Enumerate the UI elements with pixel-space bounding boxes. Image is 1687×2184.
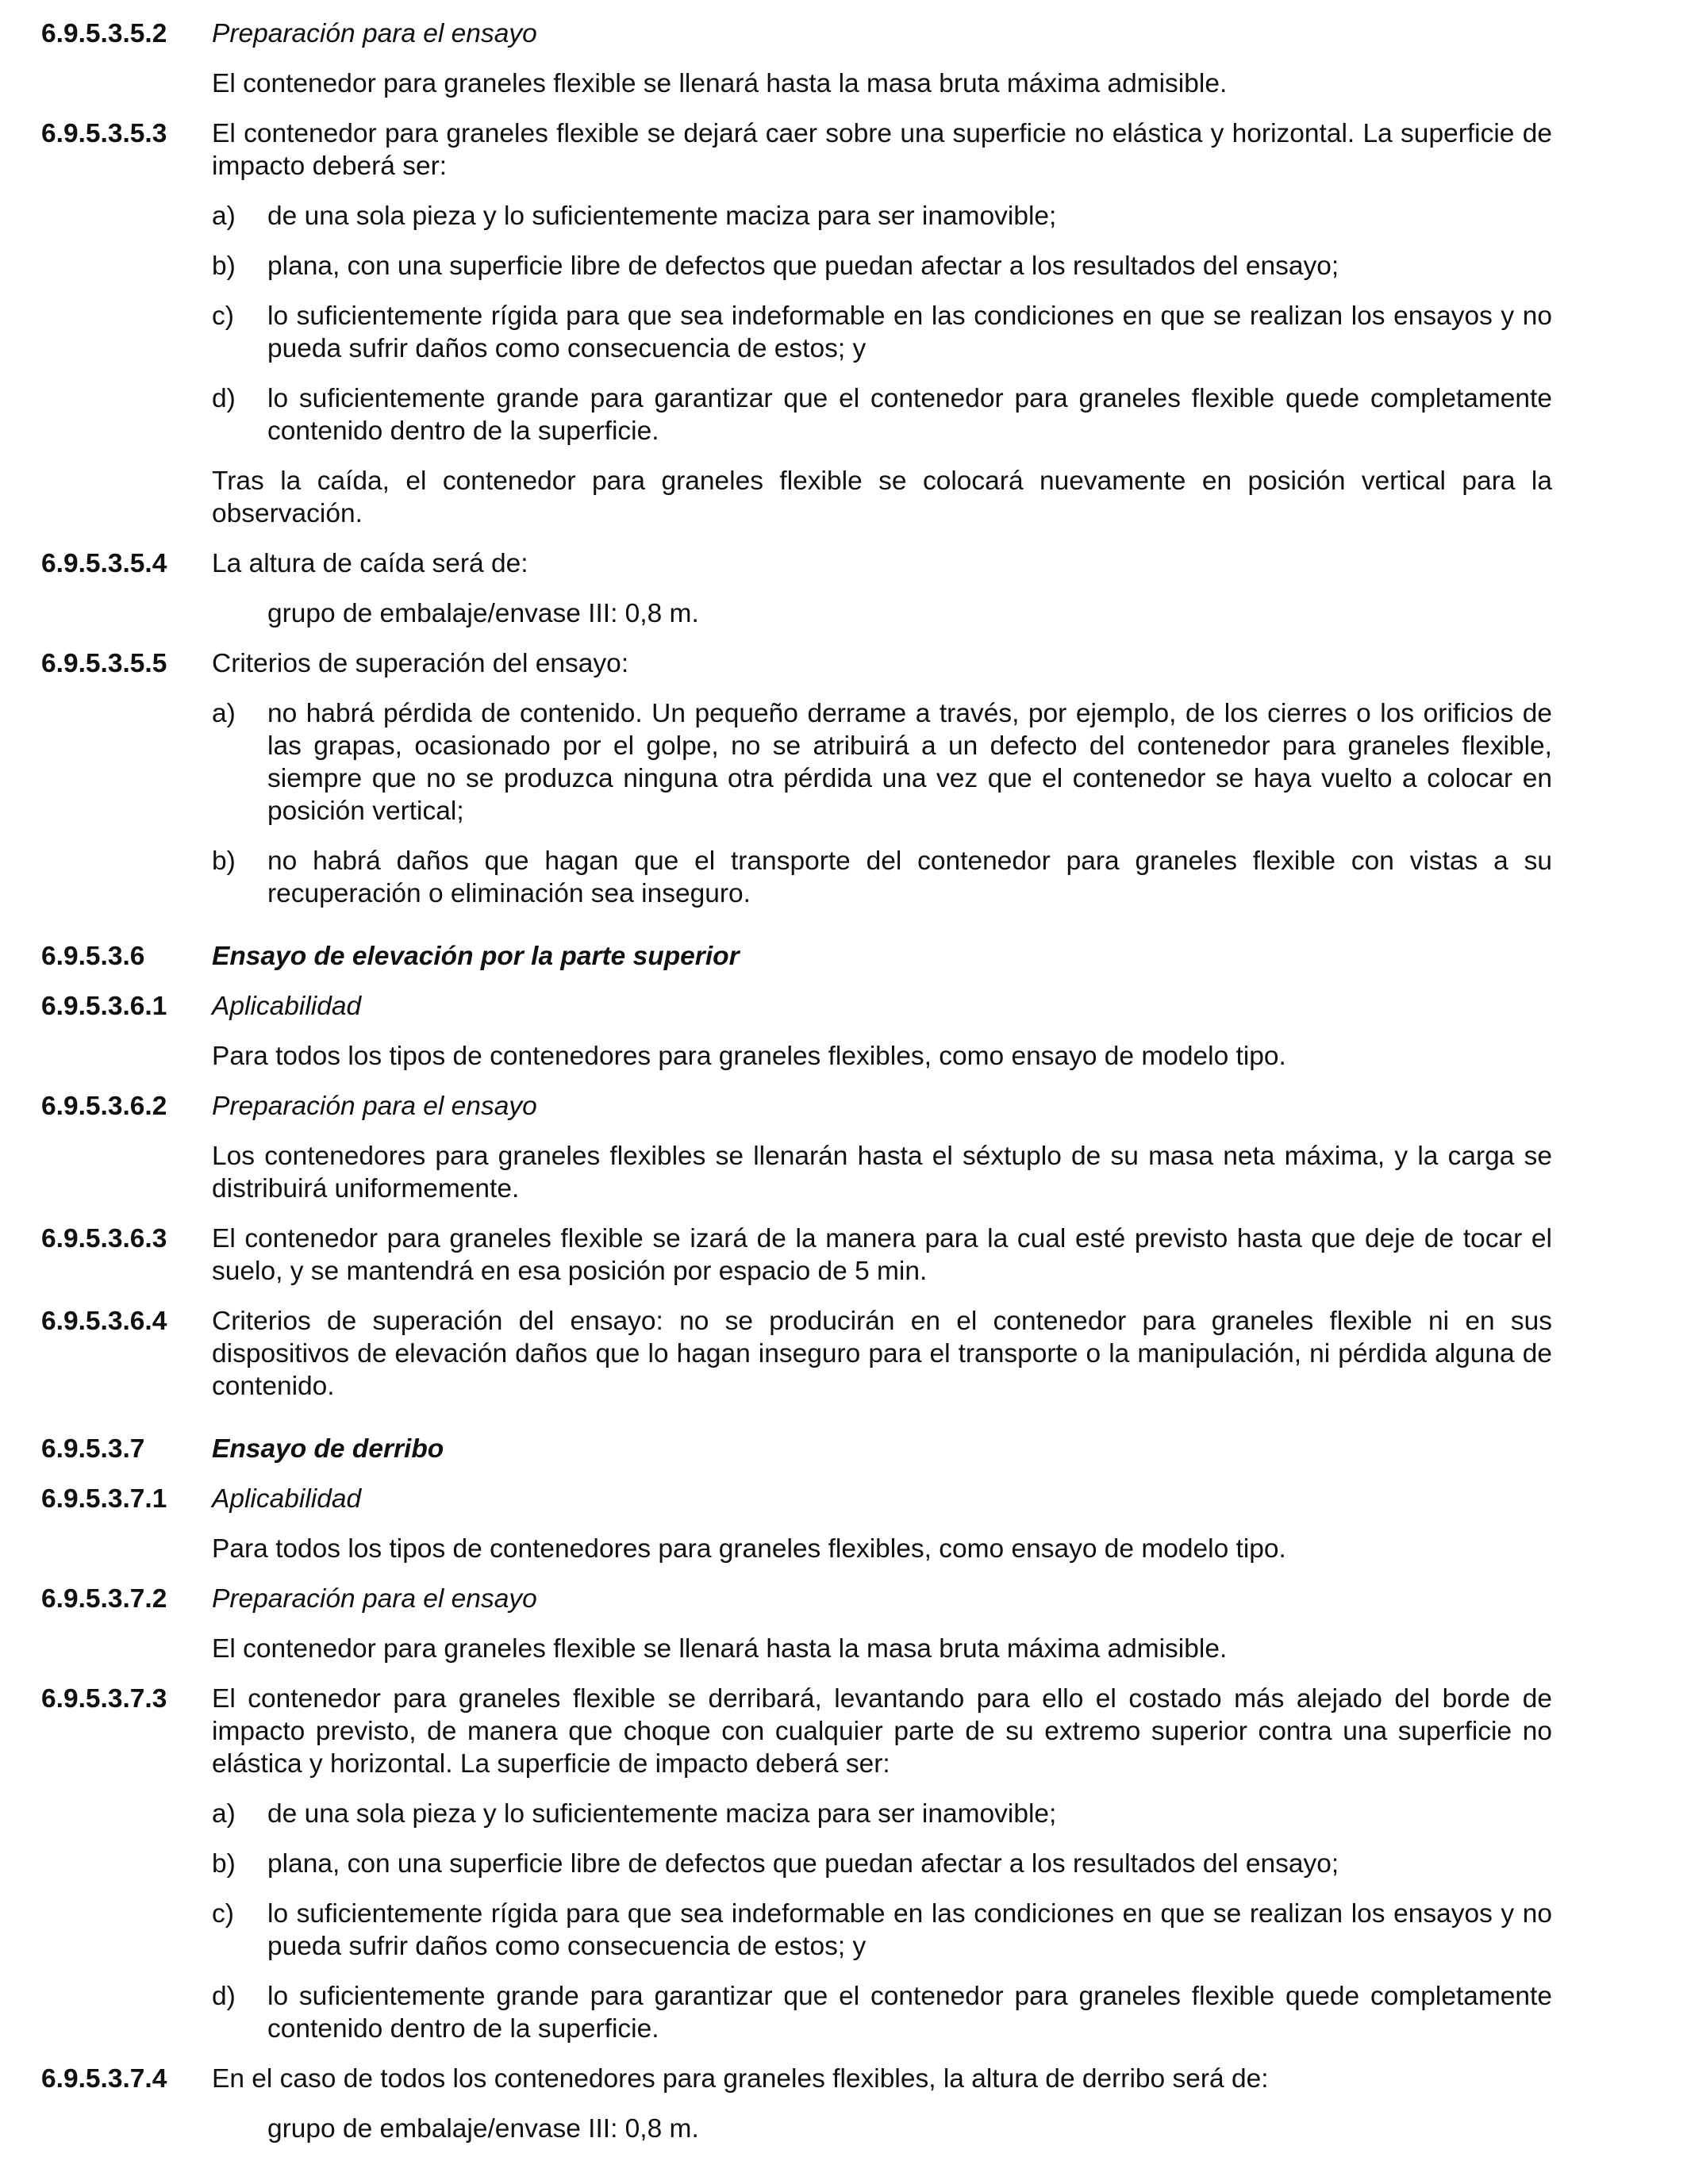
list-item-text: plana, con una superficie libre de defectos que puedan afectar a los resultados del ensayo;: [267, 251, 1339, 281]
section-6-9-5-3-5-5: [41, 647, 1552, 680]
section-title: Aplicabilidad: [212, 992, 362, 1021]
section-number: 6.9.5.3.7.4: [41, 2064, 167, 2094]
section-number: 6.9.5.3.7.2: [41, 1584, 167, 1614]
list-item: [212, 697, 1552, 827]
section-text: El contenedor para graneles flexible se dejará caer sobre una superficie no elástica y horizontal. La superficie de impacto deberá ser:: [212, 119, 1552, 181]
section-title: Aplicabilidad: [212, 1484, 362, 1514]
list-item: [212, 250, 1552, 282]
list-item-text: no habrá pérdida de contenido. Un pequeño derrame a través, por ejemplo, de los cierres o los orificios de las grapas, ocasionado por el golpe, no se atribuirá a un defecto del contenedor para graneles flexible, siempre que no se produzca ninguna otra pérdida una vez que el contenedor se haya vuelto a colocar en posición vertical;: [267, 699, 1552, 826]
section-number: 6.9.5.3.6: [41, 942, 145, 971]
section-6-9-5-3-7-4: [41, 2063, 1552, 2095]
list-item-text: plana, con una superficie libre de defectos que puedan afectar a los resultados del ensayo;: [267, 1849, 1339, 1879]
list-item-label: b): [212, 846, 236, 876]
list-item-text: lo suficientemente grande para garantizar que el contenedor para graneles flexible quede completamente contenido dentro de la superficie.: [267, 384, 1552, 446]
paragraph: El contenedor para graneles flexible se llenará hasta la masa bruta máxima admisible.: [212, 69, 1228, 98]
value-line: grupo de embalaje/envase III: 0,8 m.: [267, 599, 699, 628]
section-text: En el caso de todos los contenedores para graneles flexibles, la altura de derribo será de:: [212, 2064, 1269, 2094]
section-number: 6.9.5.3.6.4: [41, 1307, 167, 1336]
list-item-label: c): [212, 1899, 234, 1929]
section-6-9-5-3-7-1: [41, 1483, 1552, 1515]
section-6-9-5-3-6: [41, 940, 1552, 973]
section-title: Preparación para el ensayo: [212, 1092, 537, 1121]
paragraph: Para todos los tipos de contenedores para graneles flexibles, como ensayo de modelo tipo.: [212, 1534, 1286, 1564]
section-number: 6.9.5.3.5.4: [41, 549, 167, 578]
list-item: [212, 382, 1552, 447]
list-item-label: a): [212, 202, 236, 231]
section-6-9-5-3-6-3: [41, 1223, 1552, 1288]
list-item: [212, 300, 1552, 365]
list-item-text: lo suficientemente rígida para que sea indeformable en las condiciones en que se realizan los ensayos y no pueda sufrir daños como consecuencia de estos; y: [267, 1899, 1552, 1961]
list-item: [212, 200, 1552, 232]
section-6-9-5-3-6-2: [41, 1090, 1552, 1123]
section-number: 6.9.5.3.7: [41, 1434, 145, 1464]
list-item: [212, 1980, 1552, 2045]
section-6-9-5-3-6-4: [41, 1305, 1552, 1403]
list-item-text: no habrá daños que hagan que el transporte del contenedor para graneles flexible con vistas a su recuperación o eliminación sea inseguro.: [267, 846, 1552, 908]
section-number: 6.9.5.3.6.1: [41, 992, 167, 1021]
value-line: grupo de embalaje/envase III: 0,8 m.: [267, 2114, 699, 2144]
section-number: 6.9.5.3.6.3: [41, 1224, 167, 1253]
section-number: 6.9.5.3.7.1: [41, 1484, 167, 1514]
section-6-9-5-3-7-2: [41, 1583, 1552, 1615]
list-item-label: a): [212, 699, 236, 728]
list-item-label: a): [212, 1799, 236, 1829]
list-item-text: lo suficientemente rígida para que sea indeformable en las condiciones en que se realizan los ensayos y no pueda sufrir daños como consecuencia de estos; y: [267, 301, 1552, 363]
paragraph: Para todos los tipos de contenedores para graneles flexibles, como ensayo de modelo tipo.: [212, 1042, 1286, 1071]
section-text: Criterios de superación del ensayo: no se producirán en el contenedor para graneles flexible ni en sus dispositivos de elevación daños que lo hagan inseguro para el transporte o la manipulación, ni pérdida alguna de contenido.: [212, 1307, 1552, 1401]
list-item: [212, 1798, 1552, 1830]
section-heading: Ensayo de elevación por la parte superior: [212, 942, 740, 971]
section-text: La altura de caída será de:: [212, 549, 528, 578]
section-text: El contenedor para graneles flexible se derribará, levantando para ello el costado más alejado del borde de impacto previsto, de manera que choque con cualquier parte de su extremo superior contra una superficie no elástica y horizontal. La superficie de impacto deberá ser:: [212, 1684, 1552, 1779]
paragraph: Tras la caída, el contenedor para graneles flexible se colocará nuevamente en posición vertical para la observación.: [212, 466, 1552, 528]
list-item-text: lo suficientemente grande para garantizar que el contenedor para graneles flexible quede completamente contenido dentro de la superficie.: [267, 1982, 1552, 2044]
section-number: 6.9.5.3.6.2: [41, 1092, 167, 1121]
section-text: Criterios de superación del ensayo:: [212, 649, 629, 678]
list-item: [212, 845, 1552, 910]
list-item-label: b): [212, 1849, 236, 1879]
section-6-9-5-3-7-3: [41, 1683, 1552, 1780]
list-item-label: d): [212, 384, 236, 413]
section-title: Preparación para el ensayo: [212, 1584, 537, 1614]
paragraph: Los contenedores para graneles flexibles se llenarán hasta el séxtuplo de su masa neta máxima, y la carga se distribuirá uniformemente.: [212, 1142, 1552, 1203]
section-6-9-5-3-6-1: [41, 990, 1552, 1023]
list-item: [212, 1848, 1552, 1880]
section-heading: Ensayo de derribo: [212, 1434, 444, 1464]
section-6-9-5-3-5-4: [41, 547, 1552, 580]
section-title: Preparación para el ensayo: [212, 19, 537, 48]
paragraph: El contenedor para graneles flexible se llenará hasta la masa bruta máxima admisible.: [212, 1634, 1228, 1664]
list-item-label: b): [212, 251, 236, 281]
list-item-text: de una sola pieza y lo suficientemente maciza para ser inamovible;: [267, 202, 1057, 231]
list-item-text: de una sola pieza y lo suficientemente maciza para ser inamovible;: [267, 1799, 1057, 1829]
section-6-9-5-3-5-2: [41, 17, 1552, 50]
list-item: [212, 1898, 1552, 1963]
list-item-label: d): [212, 1982, 236, 2011]
section-number: 6.9.5.3.7.3: [41, 1684, 167, 1714]
section-6-9-5-3-7: [41, 1433, 1552, 1465]
section-number: 6.9.5.3.5.2: [41, 19, 167, 48]
section-number: 6.9.5.3.5.5: [41, 649, 167, 678]
list-item-label: c): [212, 301, 234, 331]
section-text: El contenedor para graneles flexible se izará de la manera para la cual esté previsto hasta que deje de tocar el suelo, y se mantendrá en esa posición por espacio de 5 min.: [212, 1224, 1552, 1286]
section-6-9-5-3-5-3: [41, 117, 1552, 182]
section-number: 6.9.5.3.5.3: [41, 119, 167, 148]
